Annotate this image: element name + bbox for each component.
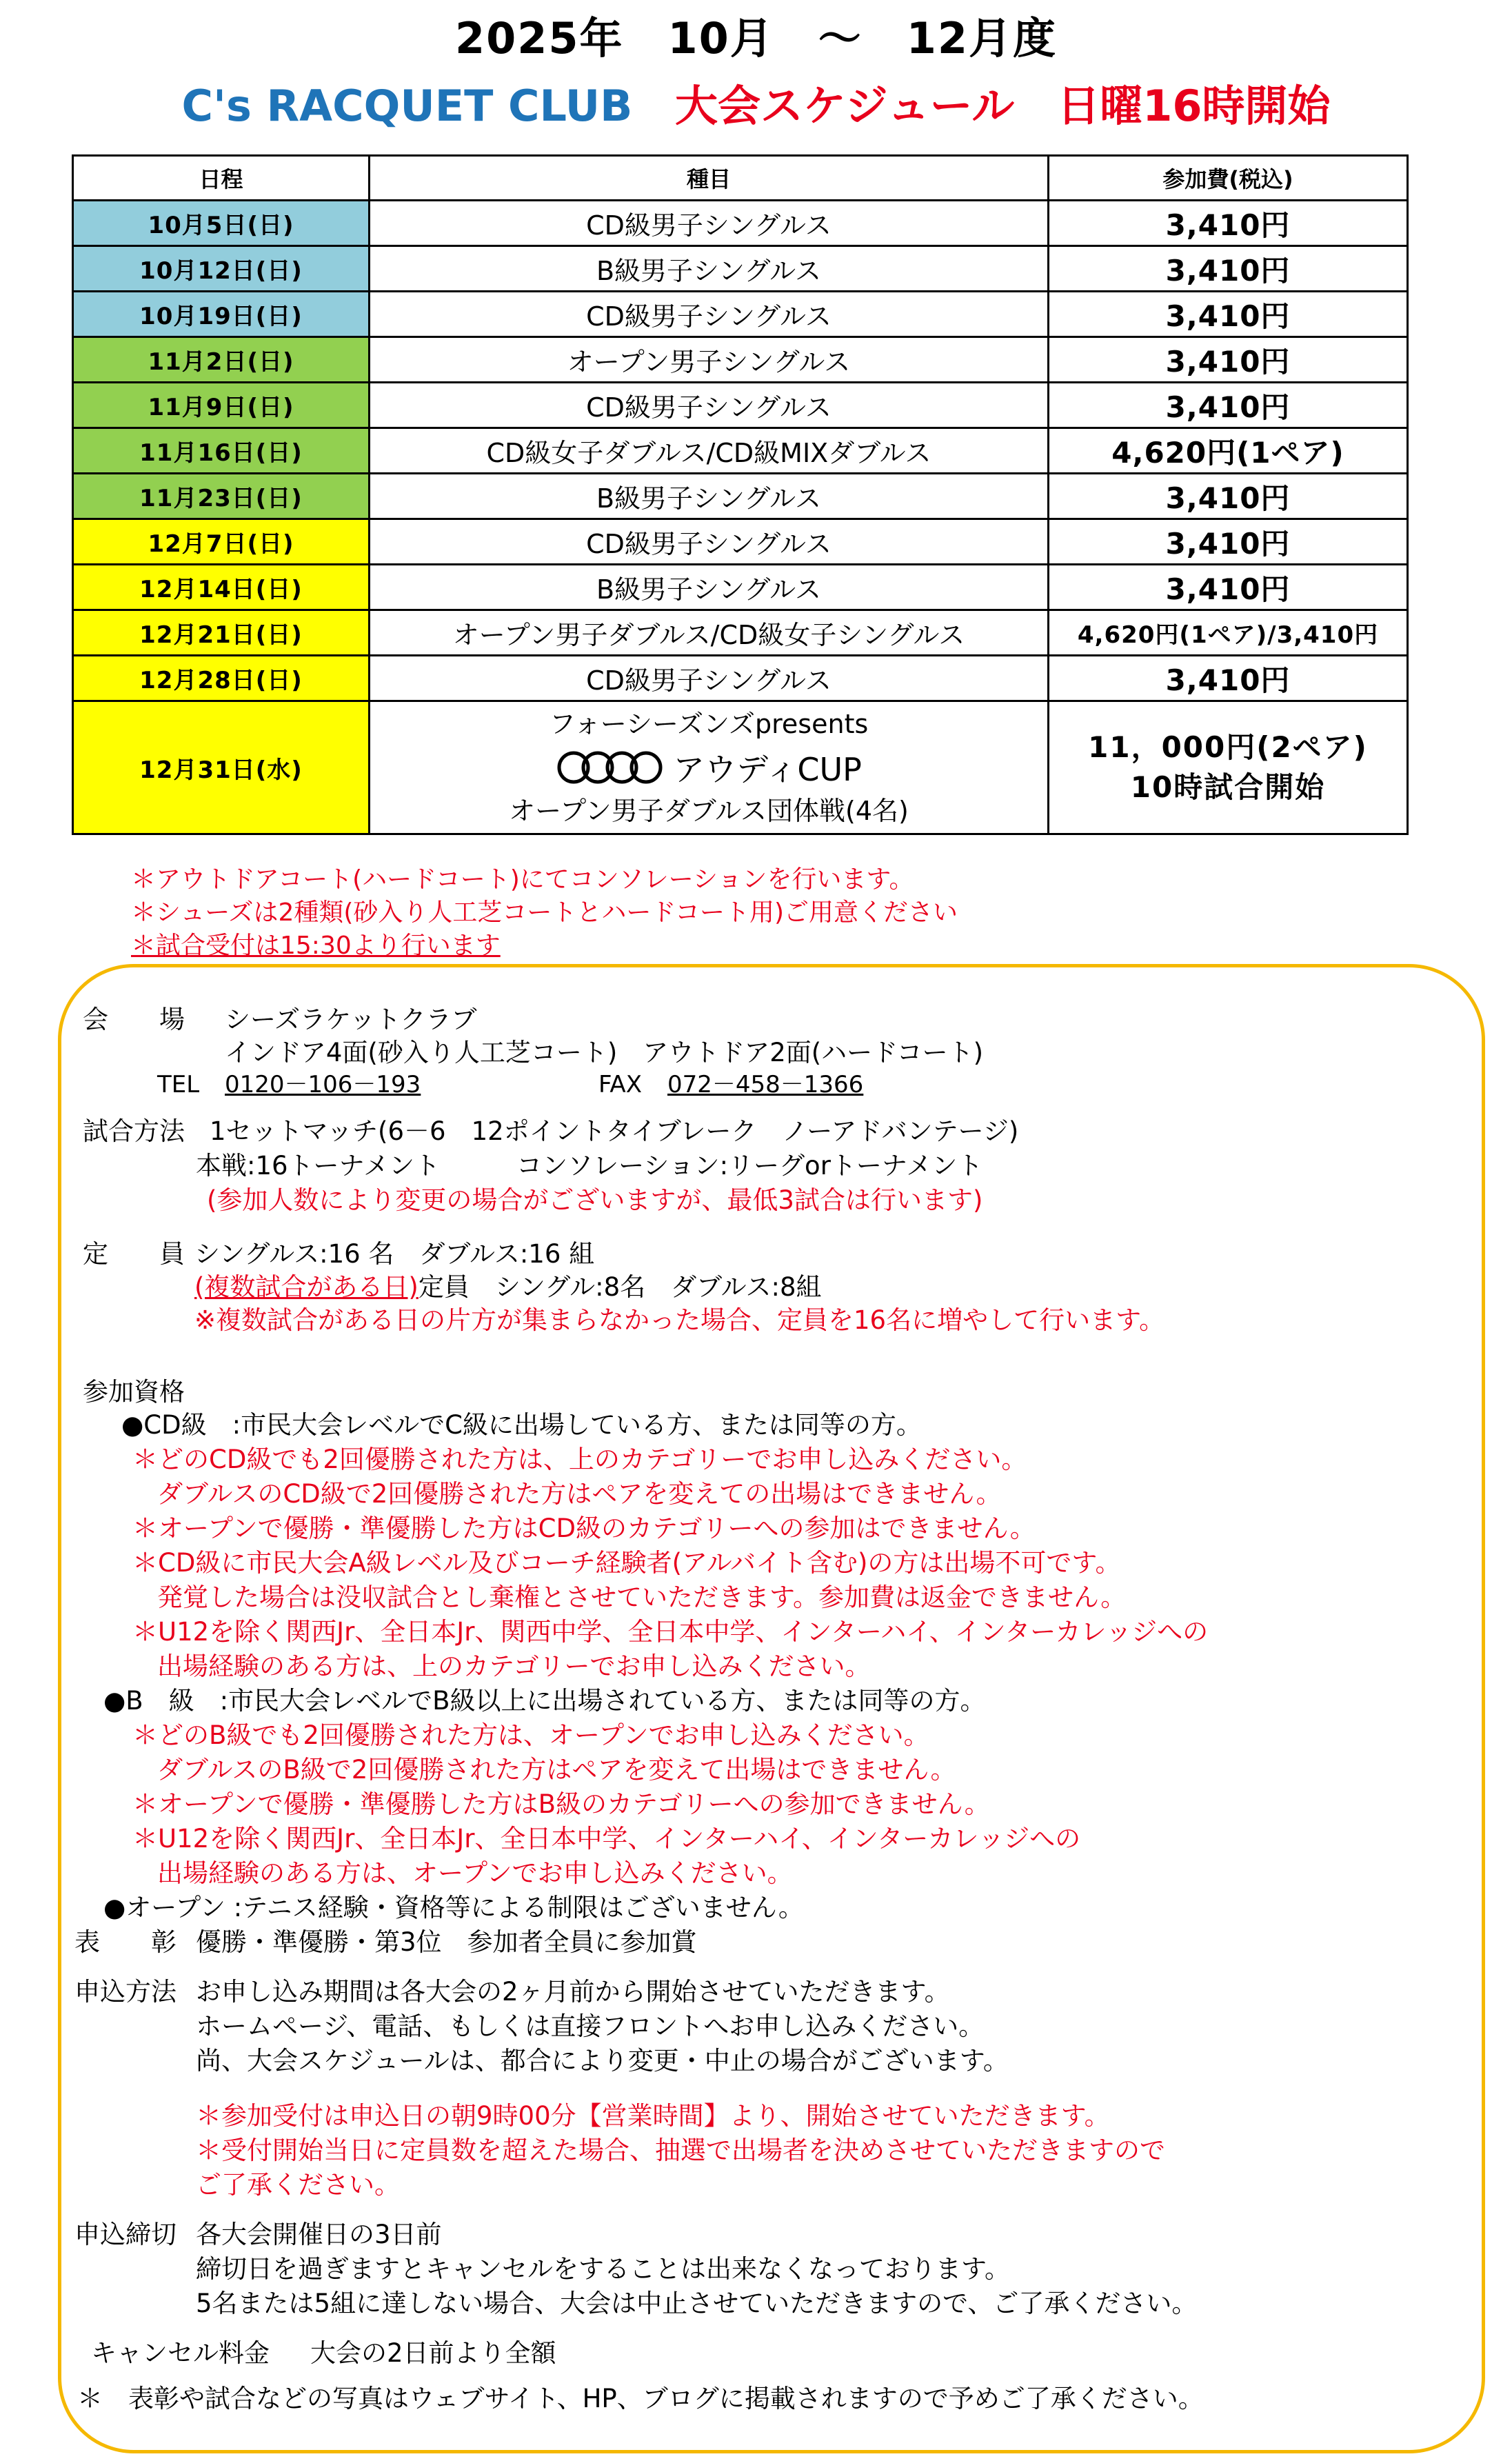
event-cell: CD級男子シングルス (370, 656, 1049, 701)
fax-number: 072－458－1366 (667, 1071, 864, 1098)
event-cell: CD級男子シングルス (370, 519, 1049, 565)
open-class-line: ●オープン :テニス経験・資格等による制限はございません。 (103, 1893, 804, 1922)
fee-cell: 3,410円 (1049, 383, 1408, 428)
table-row (73, 474, 1408, 519)
method-line: 1セットマッチ(6－6 12ポイントタイブレーク ノーアドバンテージ) (210, 1116, 1019, 1146)
capacity-multi-day: (複数試合がある日) (194, 1272, 419, 1302)
event-cell: CD級男子シングルス (370, 383, 1049, 428)
apply-label: 申込方法 (74, 1977, 177, 2007)
column-header: 参加費(税込) (1049, 156, 1408, 201)
schedule-title: 大会スケジュール 日曜16時開始 (674, 81, 1331, 131)
apply-line: お申し込み期間は各大会の2ヶ月前から開始させていただきます。 (196, 1977, 950, 2007)
capacity-note: ※複数試合がある日の片方が集まらなかった場合、定員を16名に増やして行います。 (194, 1305, 1165, 1335)
tel-number: 0120－106－193 (225, 1071, 421, 1098)
special-event-row (73, 701, 1408, 834)
fee-cell: 4,620円(1ペア) (1049, 428, 1408, 474)
deadline-line: 締切日を過ぎますとキャンセルをすることは出来なくなっております。 (196, 2254, 1011, 2284)
special-fee-cell (1049, 701, 1408, 834)
fax-label: FAX (598, 1071, 642, 1098)
deadline-line: 各大会開催日の3日前 (196, 2220, 442, 2249)
table-row (73, 519, 1408, 565)
schedule-notes (131, 863, 958, 963)
venue-courts: インドア4面(砂入り人工芝コート) アウトドア2面(ハードコート) (225, 1038, 984, 1067)
tel-label: TEL (157, 1071, 200, 1098)
cd-note: 出場経験のある方は、上のカテゴリーでお申し込みください。 (157, 1651, 871, 1681)
deadline-line: 5名または5組に達しない場合、大会は中止させていただきますので、ご了承ください。 (196, 2289, 1198, 2318)
b-note: ダブルスのB級で2回優勝された方はペアを変えて出場はできません。 (157, 1755, 956, 1785)
special-event-name: オープン男子ダブルス団体戦(4名) (509, 796, 909, 826)
date-cell: 11月2日(日) (73, 337, 370, 383)
table-row (73, 656, 1408, 701)
cancel-label: キャンセル料金 (91, 2338, 270, 2368)
table-row (73, 383, 1408, 428)
date-cell: 12月21日(日) (73, 610, 370, 656)
note-line: ＊シューズは2種類(砂入り人工芝コートとハードコート用)ご用意ください (131, 898, 958, 927)
venue-label: 会 場 (83, 1005, 185, 1034)
apply-note: ＊受付開始当日に定員数を超えた場合、抽選で出場者を決めさせていただきますので (196, 2136, 1165, 2165)
event-cell: B級男子シングルス (370, 474, 1049, 519)
cup-name: アウディCUP (673, 751, 862, 788)
club-name: C's RACQUET CLUB (181, 81, 633, 131)
event-cell: オープン男子シングルス (370, 337, 1049, 383)
method-label: 試合方法 (83, 1116, 185, 1146)
event-cell: CD級女子ダブルス/CD級MIXダブルス (370, 428, 1049, 474)
note-line: ＊アウトドアコート(ハードコート)にてコンソレーションを行います。 (131, 865, 914, 894)
special-start-time: 10時試合開始 (1130, 770, 1326, 804)
deadline-label: 申込締切 (74, 2220, 177, 2249)
qualification-label: 参加資格 (83, 1377, 185, 1407)
cd-note: ＊どのCD級でも2回優勝された方は、上のカテゴリーでお申し込みください。 (132, 1445, 1027, 1474)
table-row (73, 201, 1408, 246)
date-cell: 10月19日(日) (73, 292, 370, 337)
date-cell: 10月5日(日) (73, 201, 370, 246)
capacity-label: 定 員 (83, 1239, 185, 1269)
note-line: ＊試合受付は15:30より行います (131, 932, 501, 960)
sponsor-presents: フォーシーズンズpresents (549, 709, 869, 739)
audi-rings-icon (556, 750, 663, 785)
event-cell: オープン男子ダブルス/CD級女子シングルス (370, 610, 1049, 656)
fee-cell: 3,410円 (1049, 565, 1408, 610)
date-cell: 12月28日(日) (73, 656, 370, 701)
column-header: 日程 (73, 156, 370, 201)
method-line: 本戦:16トーナメント コンソレーション:リーグorトーナメント (196, 1151, 983, 1181)
method-note: (参加人数により変更の場合がございますが、最低3試合は行います) (207, 1185, 983, 1215)
apply-note: ご了承ください。 (196, 2170, 400, 2200)
event-cell: CD級男子シングルス (370, 201, 1049, 246)
fee-cell: 3,410円 (1049, 201, 1408, 246)
fee-cell: 4,620円(1ペア)/3,410円 (1049, 610, 1408, 656)
photo-note-mark: ＊ (77, 2384, 103, 2413)
capacity-line: シングルス:16 名 ダブルス:16 組 (194, 1239, 595, 1269)
cancel-text: 大会の2日前より全額 (310, 2338, 556, 2368)
event-cell: CD級男子シングルス (370, 292, 1049, 337)
page-title (0, 72, 1512, 133)
b-note: 出場経験のある方は、オープンでお申し込みください。 (157, 1858, 793, 1888)
date-cell: 11月9日(日) (73, 383, 370, 428)
cd-class-line: ●CD級 :市民大会レベルでC級に出場している方、または同等の方。 (121, 1410, 922, 1440)
column-header: 種目 (370, 156, 1049, 201)
table-row (73, 292, 1408, 337)
date-cell: 11月16日(日) (73, 428, 370, 474)
fee-cell: 3,410円 (1049, 474, 1408, 519)
fee-cell: 3,410円 (1049, 337, 1408, 383)
fee-cell: 3,410円 (1049, 292, 1408, 337)
cd-note: 発覚した場合は没収試合とし棄権とさせていただきます。参加費は返金できません。 (157, 1583, 1127, 1612)
date-cell: 11月23日(日) (73, 474, 370, 519)
apply-note: ＊参加受付は申込日の朝9時00分【営業時間】より、開始させていただきます。 (196, 2101, 1110, 2131)
date-cell: 10月12日(日) (73, 246, 370, 292)
fee-cell: 3,410円 (1049, 246, 1408, 292)
fee-cell: 3,410円 (1049, 656, 1408, 701)
apply-line: ホームページ、電話、もしくは直接フロントへお申し込みください。 (196, 2011, 985, 2041)
fee-cell: 3,410円 (1049, 519, 1408, 565)
table-row (73, 565, 1408, 610)
award-label: 表 彰 (74, 1927, 177, 1957)
event-cell: B級男子シングルス (370, 565, 1049, 610)
cd-note: ＊CD級に市民大会A級レベル及びコーチ経験者(アルバイト含む)の方は出場不可です。 (132, 1548, 1121, 1578)
capacity-multi-detail: 定員 シングル:8名 ダブルス:8組 (418, 1272, 822, 1302)
date-cell: 12月14日(日) (73, 565, 370, 610)
table-row (73, 610, 1408, 656)
cd-note: ダブルスのCD級で2回優勝された方はペアを変えての出場はできません。 (157, 1479, 1002, 1509)
event-cell: B級男子シングルス (370, 246, 1049, 292)
table-row (73, 246, 1408, 292)
capacity-line (194, 1271, 822, 1304)
cup-line (370, 745, 1047, 790)
apply-line: 尚、大会スケジュールは、都合により変更・中止の場合がございます。 (196, 2046, 1009, 2076)
photo-note: 表彰や試合などの写真はウェブサイト、HP、ブログに掲載されますので予めご了承ください。 (128, 2384, 1204, 2413)
period-title: 2025年 10月 ～ 12月度 (454, 13, 1058, 63)
b-note: ＊オープンで優勝・準優勝した方はB級のカテゴリーへの参加できません。 (132, 1789, 990, 1819)
venue-name: シーズラケットクラブ (225, 1005, 477, 1034)
date-cell: 12月7日(日) (73, 519, 370, 565)
special-fee: 11，000円(2ペア) (1088, 730, 1368, 764)
b-note: ＊U12を除く関西Jr、全日本Jr、全日本中学、インターハイ、インターカレッジへの (132, 1824, 1081, 1854)
special-event-cell (370, 701, 1049, 834)
schedule-table (72, 154, 1409, 835)
cd-note: ＊オープンで優勝・準優勝した方はCD級のカテゴリーへの参加はできません。 (132, 1514, 1036, 1543)
table-header-row (73, 156, 1408, 201)
cd-note: ＊U12を除く関西Jr、全日本Jr、関西中学、全日本中学、インターハイ、インターカレッジへの (132, 1617, 1209, 1647)
b-note: ＊どのB級でも2回優勝された方は、オープンでお申し込みください。 (132, 1720, 929, 1750)
b-class-line: ●B 級 :市民大会レベルでB級以上に出場されている方、または同等の方。 (103, 1686, 986, 1716)
table-row (73, 428, 1408, 474)
table-row (73, 337, 1408, 383)
date-cell: 12月31日(水) (73, 701, 370, 834)
award-text: 優勝・準優勝・第3位 参加者全員に参加賞 (196, 1927, 697, 1957)
